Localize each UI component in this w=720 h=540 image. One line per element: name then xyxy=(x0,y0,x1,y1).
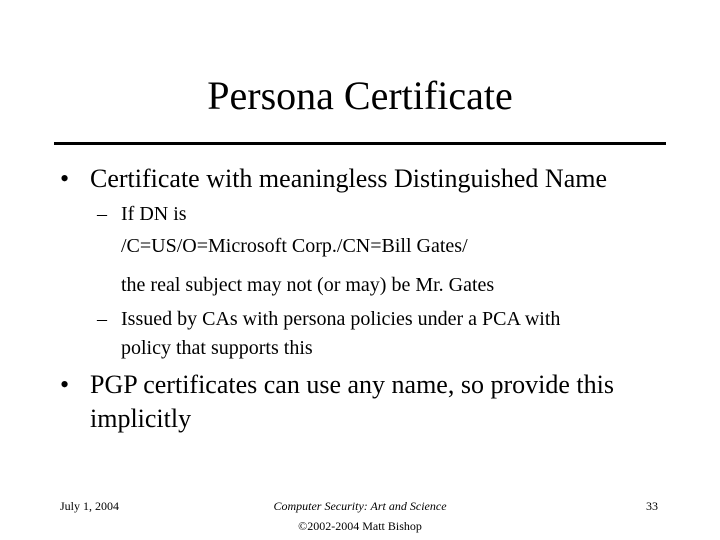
subitem-1 xyxy=(97,199,187,229)
footer-page-number: 33 xyxy=(646,499,658,513)
footer-date: July 1, 2004 xyxy=(60,499,120,513)
bullet-2 xyxy=(60,370,614,400)
slide-title: Persona Certificate xyxy=(207,73,513,118)
subitem-2-line-2: policy that supports this xyxy=(121,337,313,359)
subitem-1-line-2: /C=US/O=Microsoft Corp./CN=Bill Gates/ xyxy=(121,235,468,257)
title-divider xyxy=(54,142,666,145)
subitem-2 xyxy=(97,304,560,334)
subitem-2-line-1: Issued by CAs with persona policies under a PCA with xyxy=(121,308,561,330)
bullet-marker: • xyxy=(60,164,70,193)
subitem-marker: – xyxy=(97,203,107,225)
footer-center xyxy=(210,496,510,536)
subitem-marker: – xyxy=(97,308,107,330)
bullet-marker: • xyxy=(60,370,70,399)
bullet-2-line-1: PGP certificates can use any name, so provide this xyxy=(90,370,614,399)
bullet-2-line-2: implicitly xyxy=(90,404,192,433)
bullet-1-line-1: Certificate with meaningless Distinguished Name xyxy=(90,164,607,193)
subitem-1-line-1: If DN is xyxy=(121,203,187,225)
footer-book-title: Computer Security: Art and Science xyxy=(273,499,447,513)
subitem-1-line-3: the real subject may not (or may) be Mr. Gates xyxy=(121,274,495,296)
bullet-1 xyxy=(60,164,607,194)
footer-copyright: ©2002-2004 Matt Bishop xyxy=(298,519,422,533)
